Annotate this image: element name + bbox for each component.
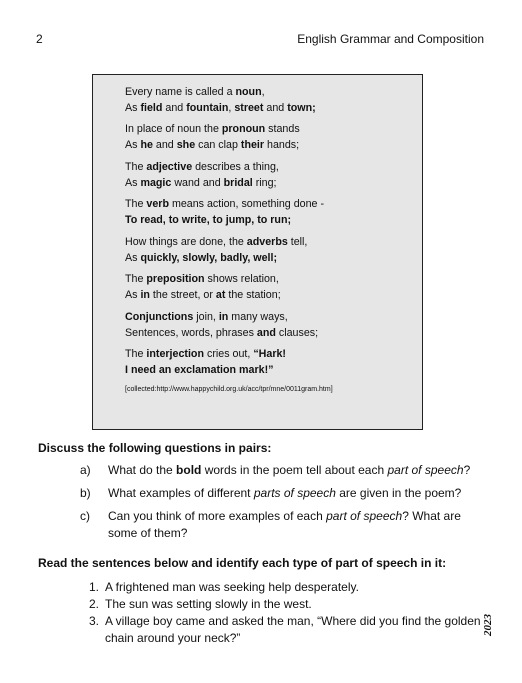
bold-text: noun [235, 86, 262, 98]
poem-line [125, 272, 422, 288]
text-run: many ways, [228, 310, 288, 323]
text-run: and [263, 101, 288, 114]
poem-stanza [125, 310, 422, 341]
text-run: The [125, 160, 147, 173]
text-run: ? What are some of them? [108, 509, 461, 540]
exercise-number: 2. [89, 597, 100, 611]
poem-line [125, 235, 422, 251]
poem-line [125, 101, 422, 117]
exercise-heading: Read the sentences below and identify each type of part of speech in it: [38, 556, 447, 570]
italic-text: part of speech [326, 509, 403, 523]
poem-line [125, 85, 422, 101]
bold-text: in [218, 310, 229, 323]
bold-text: adverbs [246, 235, 288, 248]
exercise-sentence: A village boy came and asked the man, “Where did you find the golden chain around your neck?” [105, 614, 481, 645]
text-run: How things are done, the [125, 235, 247, 248]
bold-text: adjective [146, 160, 193, 173]
text-run: ring; [252, 176, 277, 189]
poem-line [125, 347, 422, 363]
text-run: are given in the poem? [335, 486, 462, 500]
question-marker: c) [80, 509, 90, 523]
bold-text: Conjunctions [125, 310, 194, 323]
text-run: What do the [108, 463, 177, 477]
poem-line [125, 363, 422, 379]
text-run: The [125, 198, 147, 211]
bold-text: she [176, 139, 196, 152]
exercise-item [89, 613, 489, 647]
text-run: , [261, 86, 265, 98]
italic-text: part of speech [387, 463, 464, 477]
poem-citation: [collected:http://www.happychild.org.uk/acc/tpr/mne/0011gram.htm] [125, 385, 333, 393]
text-run: As [125, 101, 141, 114]
text-run: cries out, [204, 348, 254, 361]
text-run: and [152, 139, 177, 152]
text-run: Can you think of more examples of each [108, 509, 327, 523]
bold-text: “Hark! [253, 348, 286, 361]
text-run: As [125, 251, 141, 264]
text-run: words in the poem tell about each [201, 463, 388, 477]
text-run: join, [193, 310, 219, 323]
italic-text: parts of speech [253, 486, 336, 500]
question-marker: a) [80, 463, 91, 477]
exercise-number: 1. [89, 580, 100, 594]
poem-stanza [125, 122, 422, 153]
text-run: ? [463, 463, 471, 477]
question-item [80, 485, 490, 502]
poem-stanza [125, 197, 422, 228]
questions-heading: Discuss the following questions in pairs: [38, 441, 272, 455]
text-run: What examples of different [108, 486, 254, 500]
text-run: means action, something done - [168, 198, 325, 211]
exercise-sentence: The sun was setting slowly in the west. [105, 597, 312, 611]
question-item [80, 462, 490, 479]
poem-box [92, 74, 423, 430]
bold-text: at [215, 289, 226, 302]
bold-text: pronoun [221, 123, 266, 136]
bold-text: I need an exclamation mark!” [125, 363, 274, 376]
bold-text: street [234, 101, 264, 114]
text-run: clauses; [275, 326, 319, 339]
bold-text: magic [140, 176, 172, 189]
question-item [80, 508, 490, 542]
text-run: As [125, 139, 141, 152]
poem-line [125, 122, 422, 138]
text-run: describes a thing, [192, 160, 279, 173]
bold-text: quickly, slowly, badly, well; [140, 251, 278, 264]
bold-text: bridal [223, 176, 253, 189]
poem-line [125, 288, 422, 304]
text-run: Every name is called a [125, 86, 236, 98]
year-label: 2023 [482, 614, 494, 636]
poem-body [125, 85, 422, 379]
question-marker: b) [80, 486, 91, 500]
text-run: Sentences, words, phrases [125, 326, 257, 339]
poem-stanza [125, 347, 422, 378]
text-run: As [125, 289, 141, 302]
text-run: stands [265, 123, 300, 136]
page-number: 2 [36, 32, 43, 46]
bold-text: and [256, 326, 276, 339]
poem-line [125, 138, 422, 154]
bold-text: town; [287, 101, 316, 114]
poem-line [125, 310, 422, 326]
poem-line [125, 326, 422, 342]
exercise-item [89, 579, 489, 596]
poem-stanza [125, 85, 422, 116]
text-run: the street, or [149, 289, 216, 302]
poem-line [125, 197, 422, 213]
question-text [108, 485, 490, 502]
text-run: In place of noun the [125, 123, 222, 136]
exercise-number: 3. [89, 614, 100, 628]
text-run: can clap [195, 139, 241, 152]
bold-text: bold [176, 463, 202, 477]
question-text [108, 508, 490, 542]
text-run: wand and [171, 176, 224, 189]
bold-text: preposition [146, 273, 205, 286]
exercise-sentence: A frightened man was seeking help desperately. [105, 580, 359, 594]
questions-list [80, 462, 490, 548]
bold-text: their [240, 139, 265, 152]
bold-text: he [140, 139, 153, 152]
text-run: , [228, 101, 235, 114]
poem-line [125, 213, 422, 229]
exercise-list [89, 579, 489, 647]
poem-stanza [125, 272, 422, 303]
text-run: hands; [264, 139, 300, 152]
bold-text: verb [146, 198, 169, 211]
text-run: tell, [287, 235, 308, 248]
bold-text: interjection [146, 348, 204, 361]
poem-line [125, 251, 422, 267]
question-text [108, 462, 490, 479]
bold-text: fountain [186, 101, 229, 114]
bold-text: in [140, 289, 150, 302]
poem-stanza [125, 235, 422, 266]
bold-text: To read, to write, to jump, to run; [125, 214, 292, 227]
poem-stanza [125, 160, 422, 191]
text-run: The [125, 273, 147, 286]
poem-line [125, 176, 422, 192]
text-run: The [125, 348, 147, 361]
book-title: English Grammar and Composition [297, 32, 484, 46]
bold-text: field [140, 101, 163, 114]
poem-line [125, 160, 422, 176]
text-run: shows relation, [204, 273, 279, 286]
text-run: and [162, 101, 187, 114]
exercise-item [89, 596, 489, 613]
text-run: As [125, 176, 141, 189]
text-run: the station; [225, 289, 281, 302]
